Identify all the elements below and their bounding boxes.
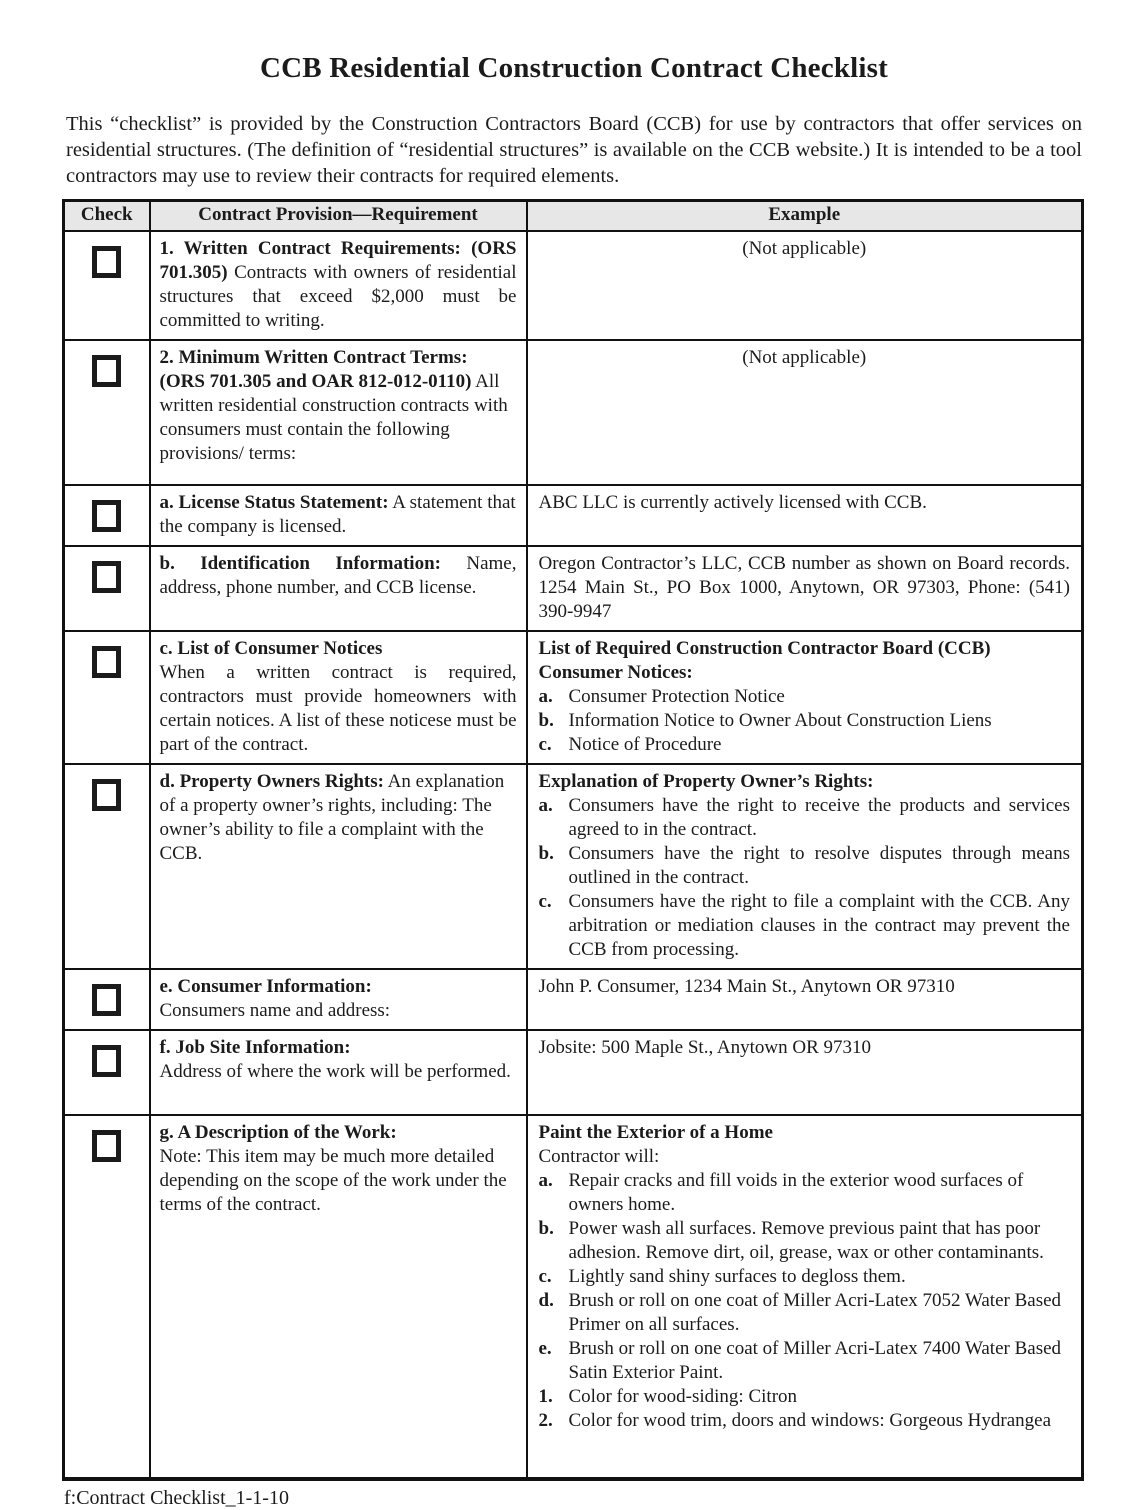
example-cell	[527, 969, 1083, 1030]
provision-rest: All written residential construction contracts with consumers must contain the following provisions/ terms:	[159, 370, 508, 464]
example-list-item	[539, 1265, 1071, 1289]
example-list-item	[539, 1337, 1071, 1385]
checklist-table	[62, 199, 1084, 1481]
example-list-item	[539, 794, 1071, 842]
example-subheading: Contractor will:	[538, 1145, 660, 1167]
provision-body: Note: This item may be much more detailed depending on the scope of the work under the terms of the contract.	[159, 1145, 507, 1215]
provision-bold: a. License Status Statement:	[159, 491, 389, 513]
example-list-item	[539, 1289, 1071, 1337]
item-text: Consumers have the right to receive the products and services agreed to in the contract.	[568, 794, 1070, 840]
example-list-item	[539, 1169, 1071, 1217]
checkbox-row-c[interactable]	[92, 646, 121, 678]
provision-body: Consumers name and address:	[159, 999, 391, 1021]
document-footer: f:Contract Checklist_1-1-10	[64, 1486, 289, 1509]
check-cell	[64, 631, 150, 764]
check-cell	[64, 969, 150, 1030]
table-row-f	[64, 1030, 1083, 1115]
provision-rest: A statement that the company is licensed.	[159, 491, 516, 537]
checkbox-row-2[interactable]	[92, 355, 121, 387]
checkbox-row-g[interactable]	[92, 1130, 121, 1162]
example-list-item	[539, 1217, 1071, 1265]
example-numbered-item	[539, 1385, 1071, 1409]
header-provision: Contract Provision—Requirement	[150, 201, 527, 231]
example-cell	[527, 340, 1083, 485]
example-cell	[527, 485, 1083, 546]
example-text: (Not applicable)	[742, 237, 867, 259]
provision-title: c. List of Consumer Notices	[159, 637, 383, 659]
provision-title: f. Job Site Information:	[159, 1036, 351, 1058]
example-heading: List of Required Construction Contractor Board (CCB) Consumer Notices:	[538, 637, 991, 683]
checkbox-row-d[interactable]	[92, 779, 121, 811]
item-text: Consumer Protection Notice	[568, 685, 785, 707]
provision-cell	[150, 340, 527, 485]
table-row-b	[64, 546, 1083, 631]
provision-cell	[150, 546, 527, 631]
item-text: Consumers have the right to resolve disputes through means outlined in the contract.	[568, 842, 1070, 888]
item-text: Notice of Procedure	[568, 733, 722, 755]
table-row-c	[64, 631, 1083, 764]
example-text: Oregon Contractor’s LLC, CCB number as shown on Board records. 1254 Main St., PO Box 1000, Anytown, OR 97303, Phone: (541) 390-9947	[538, 552, 1070, 622]
check-cell	[64, 340, 150, 485]
provision-text	[160, 346, 517, 466]
page-title: CCB Residential Construction Contract Checklist	[259, 52, 889, 84]
provision-cell	[150, 1115, 527, 1479]
item-label: b.	[538, 709, 554, 731]
provision-bold: b. Identification Information:	[159, 552, 441, 574]
provision-text	[160, 770, 517, 866]
item-label: a.	[538, 1169, 553, 1191]
provision-bold: d. Property Owners Rights:	[159, 770, 384, 792]
table-row-a	[64, 485, 1083, 546]
provision-title: e. Consumer Information:	[159, 975, 372, 997]
table-row-d	[64, 764, 1083, 969]
header-check: Check	[64, 201, 150, 231]
check-cell	[64, 546, 150, 631]
table-row-2	[64, 340, 1083, 485]
provision-body: When a written contract is required, contractors must provide homeowners with certain notices. A list of these noticese must be part of the contract.	[159, 661, 517, 755]
example-list-item	[539, 733, 1071, 757]
item-label: c.	[538, 890, 552, 912]
provision-bold: 1. Written Contract Requirements: (ORS 701.305)	[159, 237, 517, 283]
provision-cell	[150, 485, 527, 546]
intro-paragraph: This “checklist” is provided by the Construction Contractors Board (CCB) for use by contractors that offer services on residential structures. (The definition of “residential structures” is available on the CCB website.) It is intended to be a tool contractors may use to review their contracts for required elements.	[66, 113, 1082, 187]
example-cell	[527, 1115, 1083, 1479]
item-text: Consumers have the right to file a complaint with the CCB. Any arbitration or mediation clauses in the contract may prevent the CCB from processing.	[568, 890, 1070, 960]
example-text: (Not applicable)	[742, 346, 867, 368]
check-cell	[64, 764, 150, 969]
item-label: 1.	[538, 1385, 553, 1407]
item-label: 2.	[538, 1409, 553, 1431]
item-label: e.	[538, 1337, 552, 1359]
example-text: John P. Consumer, 1234 Main St., Anytown OR 97310	[538, 975, 955, 997]
example-text: Jobsite: 500 Maple St., Anytown OR 97310	[538, 1036, 872, 1058]
table-header-row	[64, 201, 1083, 231]
example-list-item	[539, 842, 1071, 890]
check-cell	[64, 1115, 150, 1479]
checkbox-row-e[interactable]	[92, 984, 121, 1016]
item-text: Color for wood trim, doors and windows: Gorgeous Hydrangea	[568, 1409, 1051, 1431]
example-cell	[527, 764, 1083, 969]
provision-text	[160, 552, 517, 600]
item-label: a.	[538, 685, 553, 707]
check-cell	[64, 485, 150, 546]
example-heading: Paint the Exterior of a Home	[538, 1121, 773, 1143]
example-text: ABC LLC is currently actively licensed with CCB.	[538, 491, 927, 513]
example-heading: Explanation of Property Owner’s Rights:	[538, 770, 874, 792]
provision-cell	[150, 631, 527, 764]
provision-title: g. A Description of the Work:	[159, 1121, 397, 1143]
example-cell	[527, 231, 1083, 340]
item-label: c.	[538, 1265, 552, 1287]
checkbox-row-a[interactable]	[92, 500, 121, 532]
example-cell	[527, 546, 1083, 631]
example-list-item	[539, 685, 1071, 709]
provision-rest: Contracts with owners of residential structures that exceed $2,000 must be committed to writing.	[159, 261, 517, 331]
provision-bold: 2. Minimum Written Contract Terms: (ORS 701.305 and OAR 812-012-0110)	[159, 346, 472, 392]
example-cell	[527, 631, 1083, 764]
provision-text	[160, 491, 517, 539]
header-example: Example	[527, 201, 1083, 231]
item-text: Lightly sand shiny surfaces to degloss them.	[568, 1265, 906, 1287]
item-text: Color for wood-siding: Citron	[568, 1385, 798, 1407]
provision-cell	[150, 1030, 527, 1115]
example-numbered-item	[539, 1409, 1071, 1433]
item-label: d.	[538, 1289, 554, 1311]
item-label: a.	[538, 794, 553, 816]
checkbox-row-1[interactable]	[92, 246, 121, 278]
provision-cell	[150, 969, 527, 1030]
item-label: b.	[538, 1217, 554, 1239]
example-list-item	[539, 709, 1071, 733]
item-label: b.	[538, 842, 554, 864]
example-cell	[527, 1030, 1083, 1115]
item-text: Brush or roll on one coat of Miller Acri-Latex 7400 Water Based Satin Exterior Paint.	[568, 1337, 1062, 1383]
item-text: Repair cracks and fill voids in the exterior wood surfaces of owners home.	[568, 1169, 1024, 1215]
check-cell	[64, 231, 150, 340]
provision-text	[160, 237, 517, 333]
check-cell	[64, 1030, 150, 1115]
provision-cell	[150, 231, 527, 340]
item-text: Brush or roll on one coat of Miller Acri-Latex 7052 Water Based Primer on all surfaces.	[568, 1289, 1062, 1335]
provision-rest: An explanation of a property owner’s rights, including: The owner’s ability to file a complaint with the CCB.	[159, 770, 505, 864]
table-row-g	[64, 1115, 1083, 1479]
provision-body: Address of where the work will be performed.	[159, 1060, 511, 1082]
item-label: c.	[538, 733, 552, 755]
item-text: Power wash all surfaces. Remove previous paint that has poor adhesion. Remove dirt, oil, grease, wax or other contaminants.	[568, 1217, 1044, 1263]
item-text: Information Notice to Owner About Construction Liens	[568, 709, 992, 731]
provision-cell	[150, 764, 527, 969]
example-list-item	[539, 890, 1071, 962]
checkbox-row-b[interactable]	[92, 561, 121, 593]
checkbox-row-f[interactable]	[92, 1045, 121, 1077]
table-row-1	[64, 231, 1083, 340]
provision-rest: Name, address, phone number, and CCB license.	[159, 552, 517, 598]
table-row-e	[64, 969, 1083, 1030]
